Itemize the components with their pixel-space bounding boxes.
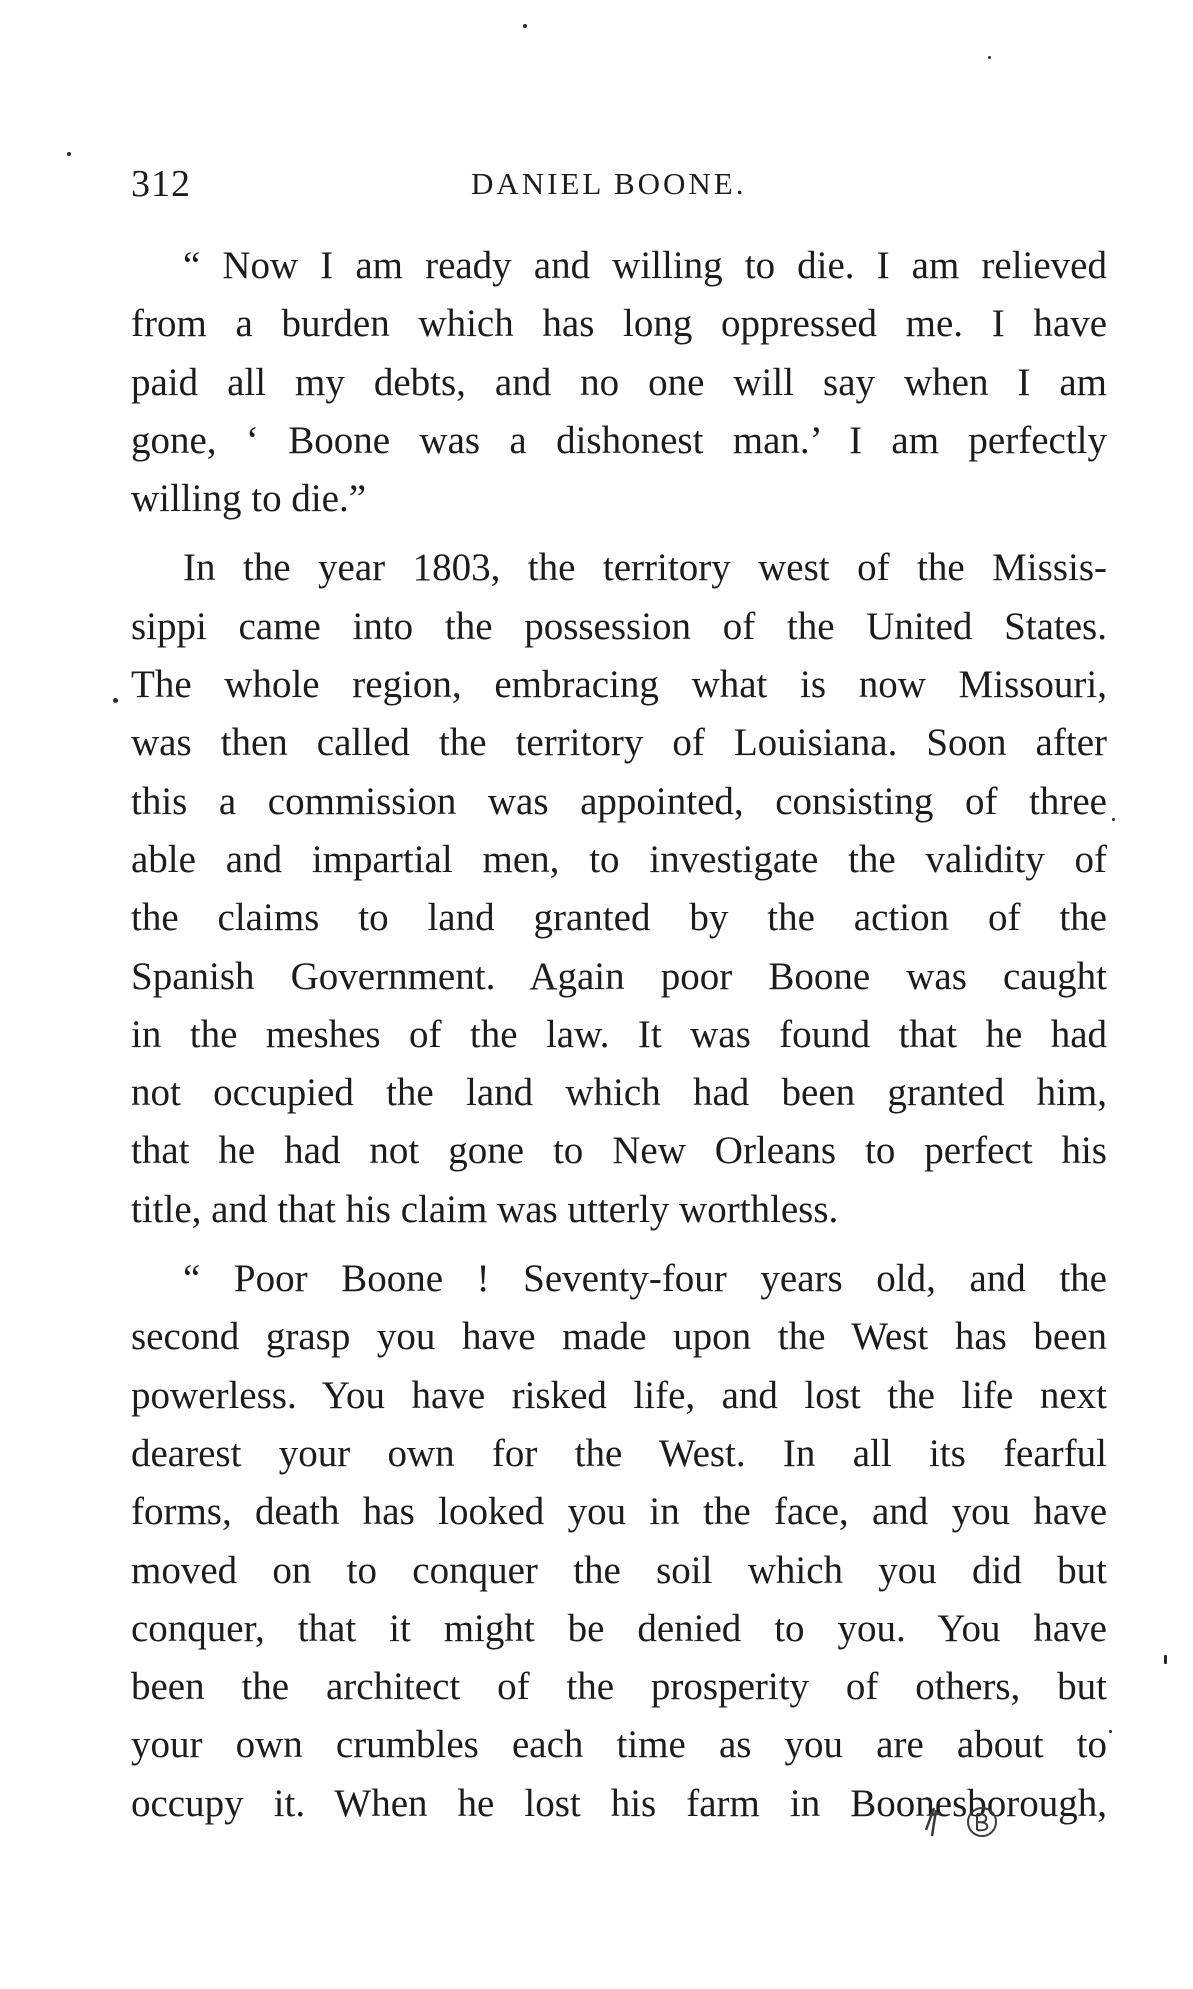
text-line: dearest your own for the West. In all its fearful — [131, 1431, 1107, 1475]
text-line: not occupied the land which had been granted him, — [131, 1071, 1107, 1115]
page-number: 312 — [131, 163, 191, 205]
text-line: paid all my debts, and no one will say when I am — [131, 360, 1107, 404]
text-line: “ Poor Boone ! Seventy-four years old, and the — [183, 1257, 1107, 1301]
scan-speck — [1109, 1730, 1112, 1733]
scan-speck — [988, 56, 991, 59]
text-line: sippi came into the possession of the United States. — [131, 604, 1107, 648]
text-line: the claims to land granted by the action of the — [131, 896, 1107, 940]
text-line: was then called the territory of Louisiana. Soon after — [131, 721, 1107, 765]
running-title: DANIEL BOONE. — [471, 166, 747, 201]
text-line: “ Now I am ready and willing to die. I am relieved — [183, 244, 1107, 287]
text-line: The whole region, embracing what is now Missouri, — [131, 663, 1107, 707]
paragraph-gap — [131, 1239, 1107, 1250]
paragraph-gap — [131, 528, 1107, 539]
text-line: this a commission was appointed, consisting of three — [131, 779, 1107, 823]
page-header — [131, 162, 1111, 210]
text-line: forms, death has looked you in the face, and you have — [131, 1490, 1107, 1534]
text-line: moved on to conquer the soil which you did but — [131, 1548, 1107, 1592]
text-line: powerless. You have risked life, and lost the life next — [131, 1373, 1107, 1417]
text-line: gone, ‘ Boone was a dishonest man.’ I am perfectly — [131, 418, 1107, 462]
text-line: title, and that his claim was utterly worthless. — [131, 1187, 839, 1231]
text-line: your own crumbles each time as you are about to — [131, 1723, 1107, 1767]
text-line: willing to die.” — [131, 477, 367, 521]
printer-mark-icon — [920, 1800, 1010, 1853]
text-line: from a burden which has long oppressed me. I have — [131, 302, 1107, 346]
text-line: in the meshes of the law. It was found that he had — [131, 1012, 1107, 1056]
scan-speck — [67, 152, 71, 156]
text-line: In the year 1803, the territory west of the Missis- — [183, 546, 1107, 590]
text-line: Spanish Government. Again poor Boone was caught — [131, 954, 1107, 998]
scan-speck — [1112, 818, 1115, 821]
text-line: able and impartial men, to investigate the validity of — [131, 837, 1107, 881]
text-line: that he had not gone to New Orleans to perfect his — [131, 1129, 1107, 1173]
scan-speck — [523, 24, 527, 28]
text-line: conquer, that it might be denied to you. You have — [131, 1606, 1107, 1650]
scan-speck — [113, 698, 118, 703]
scan-speck — [1164, 1655, 1167, 1664]
printer-mark-glyph-icon — [920, 1800, 1010, 1844]
text-line: occupy it. When he lost his farm in Boonesborough, — [131, 1781, 1107, 1825]
body-text — [131, 237, 1107, 1833]
text-line: been the architect of the prosperity of others, but — [131, 1665, 1107, 1709]
text-line: second grasp you have made upon the West has been — [131, 1315, 1107, 1359]
